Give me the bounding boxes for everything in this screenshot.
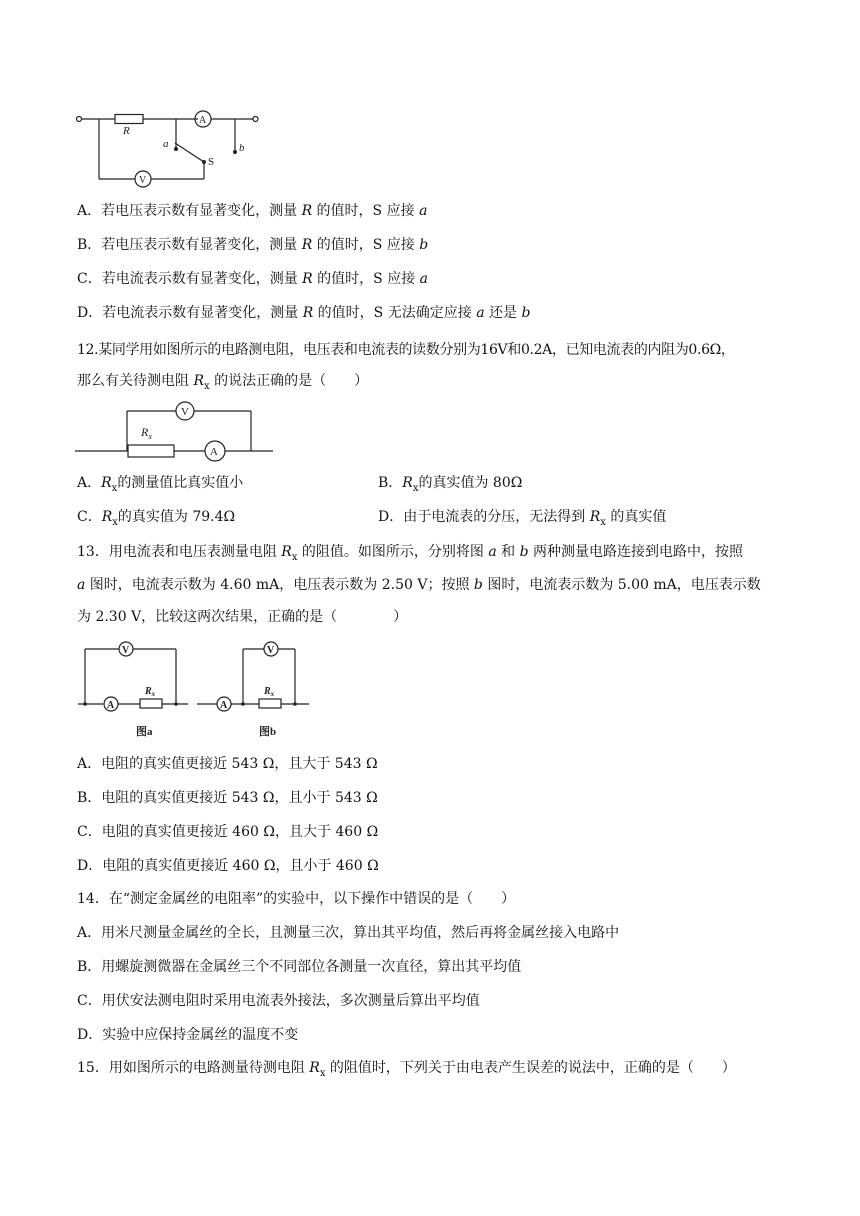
- q11-r-label: R: [123, 125, 130, 137]
- q13-circuit-figure-b: [197, 640, 312, 740]
- q13-stem-line2: a 图时，电流表示数为 4.60 mA，电压表示数为 2.50 V；按照 b 图时，电流表示数为 5.00 mA，电压表示数: [77, 577, 761, 593]
- q11-ammeter-label: A: [199, 115, 207, 126]
- q13-stem-line1: 13．用电流表和电压表测量电阻 $R_x$ 的阻值。如图所示，分别将图 a 和 b 两种测量电路连接到电路中，按照: [77, 544, 744, 563]
- q12-ammeter-label: A: [210, 446, 218, 458]
- q11-option-d: D．若电流表示数有显著变化，测量 R 的值时，S 无法确定应接 a 还是 b: [77, 305, 531, 321]
- q13-stem-line3: 为 2.30 V，比较这两次结果，正确的是（ ）: [77, 609, 408, 625]
- q12-option-c: C．$R_x$的真实值为 79.4Ω: [77, 509, 236, 528]
- q14-option-a: A．用米尺测量金属丝的全长，且测量三次，算出其平均值，然后再将金属丝接入电路中: [77, 925, 620, 941]
- q13b-ammeter-label: A: [220, 700, 228, 711]
- q14-option-c: C．用伏安法测电阻时采用电流表外接法，多次测量后算出平均值: [77, 993, 480, 1009]
- q13-option-a: A．电阻的真实值更接近 543 Ω，且大于 543 Ω: [77, 756, 378, 772]
- q12-option-a: A．$R_x$的测量值比真实值小: [77, 475, 244, 494]
- q13a-rx-label: $R_x$: [145, 686, 156, 698]
- q11-switch-label: S: [208, 156, 215, 168]
- q14-option-b: B．用螺旋测微器在金属丝三个不同部位各测量一次直径，算出其平均值: [77, 959, 522, 975]
- q13-option-b: B．电阻的真实值更接近 543 Ω，且小于 543 Ω: [77, 790, 378, 806]
- q12-stem-line2: 那么有关待测电阻 $R_x$ 的说法正确的是（ ）: [77, 373, 369, 392]
- q13a-voltmeter-label: V: [122, 645, 130, 656]
- q11-circuit-figure: [75, 107, 265, 187]
- q12-rx-label: $R_x$: [141, 425, 152, 441]
- q13b-caption: 图b: [259, 726, 277, 738]
- q13a-ammeter-label: A: [107, 700, 115, 711]
- q12-stem-line1: 12.某同学用如图所示的电路测电阻，电压表和电流表的读数分别为16V和0.2A，已知电流表的内阻为0.6Ω，: [77, 342, 735, 358]
- q14-stem: 14．在“测定金属丝的电阻率”的实验中，以下操作中错误的是（ ）: [77, 891, 516, 907]
- q11-option-b: B．若电压表示数有显著变化，测量 R 的值时，S 应接 b: [77, 237, 429, 253]
- q13b-rx-label: $R_x$: [264, 686, 275, 698]
- q13b-voltmeter-label: V: [267, 645, 275, 656]
- q13a-caption: 图a: [136, 726, 153, 738]
- q13-option-d: D．电阻的真实值更接近 460 Ω，且小于 460 Ω: [77, 858, 379, 874]
- q12-option-b: B．$R_x$的真实值为 80Ω: [378, 475, 523, 494]
- q11-option-a: A．若电压表示数有显著变化，测量 R 的值时，S 应接 a: [77, 203, 428, 219]
- q13-option-c: C．电阻的真实值更接近 460 Ω，且大于 460 Ω: [77, 824, 379, 840]
- q13-circuit-figure-a: [78, 640, 193, 740]
- q11-a-label: a: [163, 138, 169, 150]
- q11-b-label: b: [239, 142, 245, 154]
- q15-stem: 15．用如图所示的电路测量待测电阻 $R_x$ 的阻值时，下列关于由电表产生误差的说法中，正确的是（ ）: [77, 1060, 736, 1079]
- q11-voltmeter-label: V: [139, 175, 147, 186]
- q14-option-d: D．实验中应保持金属丝的温度不变: [77, 1027, 299, 1043]
- q12-circuit-figure: [75, 398, 275, 458]
- q11-option-c: C．若电流表示数有显著变化，测量 R 的值时，S 应接 a: [77, 271, 429, 287]
- q12-option-d: D．由于电流表的分压，无法得到 $R_x$ 的真实值: [378, 509, 667, 528]
- q12-voltmeter-label: V: [181, 406, 189, 418]
